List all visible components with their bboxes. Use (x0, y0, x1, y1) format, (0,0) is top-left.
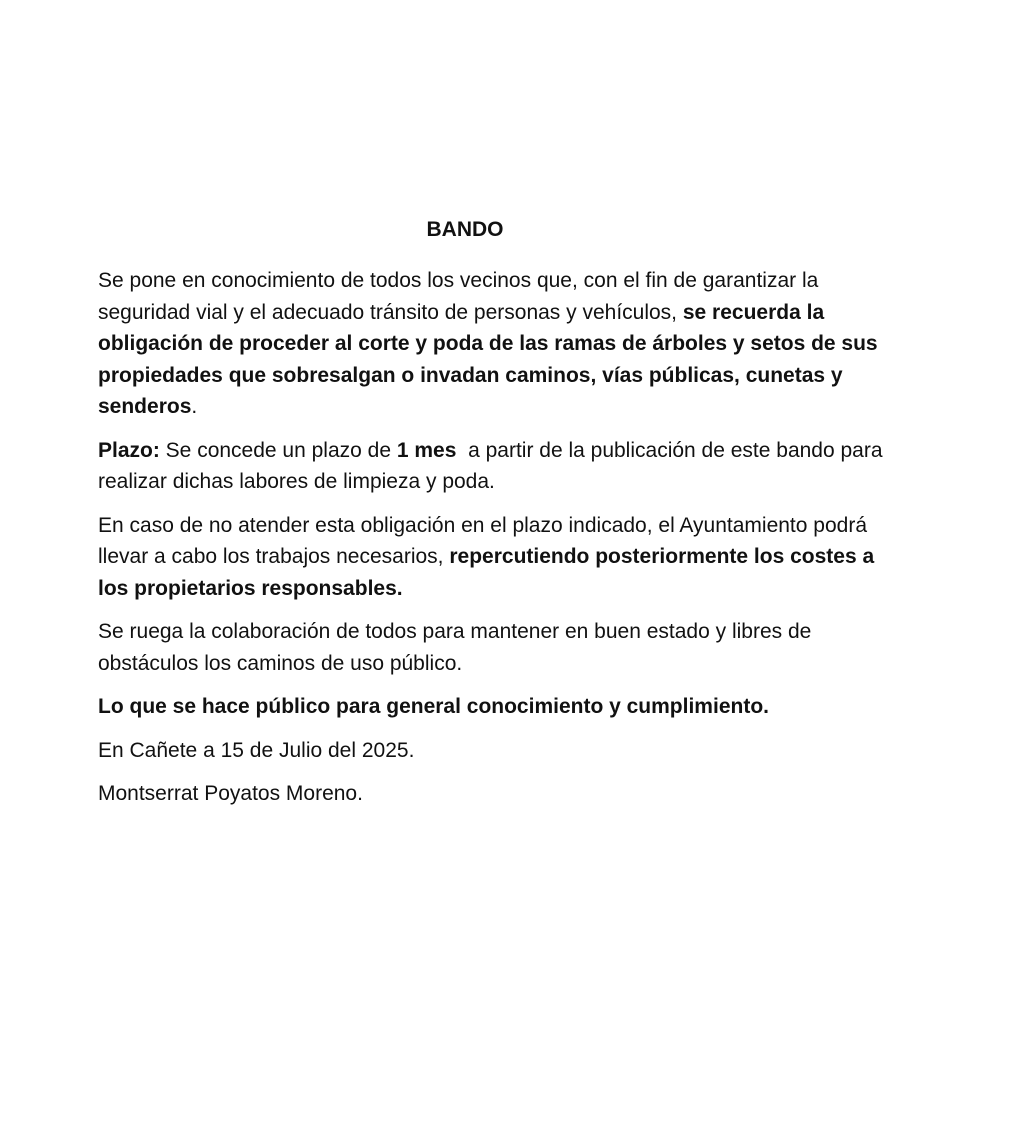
document-body (98, 214, 888, 822)
deadline-period: 1 mes (396, 438, 457, 462)
paragraph-notice-bold: se recuerda la obligación de proceder al corte y poda de las ramas de árboles y setos de sus propiedades que sobresalgan o invadan caminos, vías públicas, cunetas y senderos (98, 300, 878, 418)
date-line: En Cañete a 15 de Julio del 2025. (98, 738, 415, 762)
deadline-text-1: Se concede un plazo de (159, 438, 397, 462)
paragraph-consequence-text: En caso de no atender esta obligación en el plazo indicado, el Ayuntamiento podrá llevar a cabo los trabajos necesarios, (98, 513, 867, 568)
paragraph-consequence (98, 510, 888, 605)
document-title-text: BANDO (426, 218, 504, 241)
paragraph-notice-text: Se pone en conocimiento de todos los vecinos que, con el fin de garantizar la seguridad vial y el adecuado tránsito de personas y vehículos, (98, 269, 819, 324)
paragraph-request: Se ruega la colaboración de todos para mantener en buen estado y libres de obstáculos los caminos de uso público. (98, 620, 812, 675)
paragraph-public-notice (98, 691, 888, 723)
paragraph-notice (98, 265, 888, 423)
paragraph-notice-end: . (191, 395, 198, 418)
public-notice-text: Lo que se hace público para general conocimiento y cumplimiento. (98, 695, 769, 718)
document-title (98, 214, 888, 245)
paragraph-consequence-bold: repercutiendo posteriormente los costes a los propietarios responsables. (98, 545, 875, 600)
paragraph-deadline (98, 435, 888, 498)
deadline-label: Plazo: (98, 438, 160, 462)
deadline-text-2: a partir de la publicación de este bando para realizar dichas labores de limpieza y poda. (98, 438, 889, 493)
signature: Montserrat Poyatos Moreno. (98, 782, 363, 805)
